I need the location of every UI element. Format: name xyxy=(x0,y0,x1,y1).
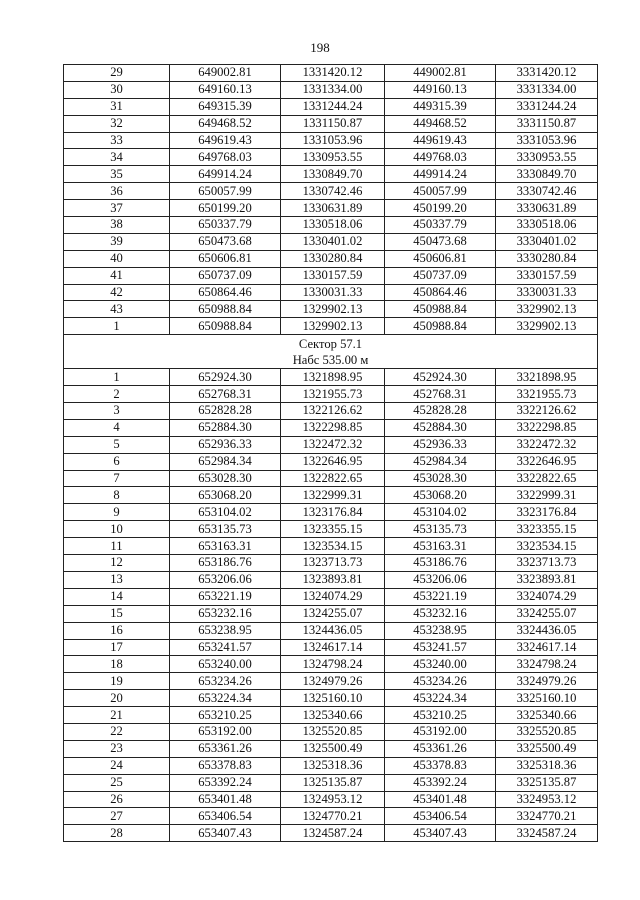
x2-coordinate-cell: 452828.28 xyxy=(385,403,496,420)
y2-coordinate-cell: 3324255.07 xyxy=(496,605,598,622)
table-row xyxy=(64,250,598,267)
x2-coordinate-cell: 450864.46 xyxy=(385,284,496,301)
x2-coordinate-cell: 453163.31 xyxy=(385,538,496,555)
point-number-cell: 38 xyxy=(64,217,170,234)
x-coordinate-cell: 653186.76 xyxy=(170,555,281,572)
y2-coordinate-cell: 3324074.29 xyxy=(496,588,598,605)
y2-coordinate-cell: 3324953.12 xyxy=(496,791,598,808)
point-number-cell: 31 xyxy=(64,98,170,115)
y2-coordinate-cell: 3331244.24 xyxy=(496,98,598,115)
y-coordinate-cell: 1322646.95 xyxy=(281,453,385,470)
table-row xyxy=(64,267,598,284)
y2-coordinate-cell: 3329902.13 xyxy=(496,318,598,335)
x-coordinate-cell: 652984.34 xyxy=(170,453,281,470)
x2-coordinate-cell: 450057.99 xyxy=(385,183,496,200)
x2-coordinate-cell: 453401.48 xyxy=(385,791,496,808)
y2-coordinate-cell: 3330401.02 xyxy=(496,233,598,250)
table-row xyxy=(64,386,598,403)
y-coordinate-cell: 1330157.59 xyxy=(281,267,385,284)
x-coordinate-cell: 650988.84 xyxy=(170,318,281,335)
table-row xyxy=(64,538,598,555)
y2-coordinate-cell: 3323713.73 xyxy=(496,555,598,572)
y-coordinate-cell: 1330953.55 xyxy=(281,149,385,166)
point-number-cell: 30 xyxy=(64,81,170,98)
point-number-cell: 5 xyxy=(64,436,170,453)
x-coordinate-cell: 653028.30 xyxy=(170,470,281,487)
point-number-cell: 8 xyxy=(64,487,170,504)
table-row xyxy=(64,690,598,707)
table-row xyxy=(64,774,598,791)
point-number-cell: 42 xyxy=(64,284,170,301)
y-coordinate-cell: 1322999.31 xyxy=(281,487,385,504)
y-coordinate-cell: 1329902.13 xyxy=(281,301,385,318)
x2-coordinate-cell: 453407.43 xyxy=(385,825,496,842)
table-row xyxy=(64,65,598,82)
coordinates-table-bottom-section xyxy=(64,369,598,842)
y2-coordinate-cell: 3330157.59 xyxy=(496,267,598,284)
x2-coordinate-cell: 453068.20 xyxy=(385,487,496,504)
y-coordinate-cell: 1331150.87 xyxy=(281,115,385,132)
x2-coordinate-cell: 449315.39 xyxy=(385,98,496,115)
x-coordinate-cell: 652936.33 xyxy=(170,436,281,453)
y-coordinate-cell: 1331334.00 xyxy=(281,81,385,98)
point-number-cell: 9 xyxy=(64,504,170,521)
y2-coordinate-cell: 3330631.89 xyxy=(496,200,598,217)
x2-coordinate-cell: 453406.54 xyxy=(385,808,496,825)
x-coordinate-cell: 653406.54 xyxy=(170,808,281,825)
sector-title-row xyxy=(64,335,598,352)
x-coordinate-cell: 653401.48 xyxy=(170,791,281,808)
table-row xyxy=(64,757,598,774)
x-coordinate-cell: 650864.46 xyxy=(170,284,281,301)
table-row xyxy=(64,504,598,521)
y2-coordinate-cell: 3330280.84 xyxy=(496,250,598,267)
x-coordinate-cell: 653192.00 xyxy=(170,723,281,740)
y2-coordinate-cell: 3322999.31 xyxy=(496,487,598,504)
point-number-cell: 4 xyxy=(64,419,170,436)
sector-subtitle-row xyxy=(64,352,598,369)
y2-coordinate-cell: 3331420.12 xyxy=(496,65,598,82)
point-number-cell: 18 xyxy=(64,656,170,673)
x2-coordinate-cell: 450988.84 xyxy=(385,318,496,335)
x2-coordinate-cell: 449619.43 xyxy=(385,132,496,149)
table-row xyxy=(64,673,598,690)
x-coordinate-cell: 653407.43 xyxy=(170,825,281,842)
table-row xyxy=(64,217,598,234)
y-coordinate-cell: 1323893.81 xyxy=(281,571,385,588)
x-coordinate-cell: 653221.19 xyxy=(170,588,281,605)
x-coordinate-cell: 653361.26 xyxy=(170,740,281,757)
y-coordinate-cell: 1325340.66 xyxy=(281,707,385,724)
y-coordinate-cell: 1323713.73 xyxy=(281,555,385,572)
x2-coordinate-cell: 452884.30 xyxy=(385,419,496,436)
y2-coordinate-cell: 3329902.13 xyxy=(496,301,598,318)
point-number-cell: 3 xyxy=(64,403,170,420)
table-row xyxy=(64,555,598,572)
sector-title: Сектор 57.1 xyxy=(64,335,598,352)
x-coordinate-cell: 653210.25 xyxy=(170,707,281,724)
y-coordinate-cell: 1325135.87 xyxy=(281,774,385,791)
x2-coordinate-cell: 449768.03 xyxy=(385,149,496,166)
point-number-cell: 20 xyxy=(64,690,170,707)
x2-coordinate-cell: 450606.81 xyxy=(385,250,496,267)
y-coordinate-cell: 1330849.70 xyxy=(281,166,385,183)
point-number-cell: 41 xyxy=(64,267,170,284)
y-coordinate-cell: 1331420.12 xyxy=(281,65,385,82)
y2-coordinate-cell: 3330518.06 xyxy=(496,217,598,234)
x2-coordinate-cell: 450473.68 xyxy=(385,233,496,250)
point-number-cell: 27 xyxy=(64,808,170,825)
x-coordinate-cell: 653378.83 xyxy=(170,757,281,774)
point-number-cell: 10 xyxy=(64,521,170,538)
y-coordinate-cell: 1330518.06 xyxy=(281,217,385,234)
y2-coordinate-cell: 3324587.24 xyxy=(496,825,598,842)
point-number-cell: 39 xyxy=(64,233,170,250)
y-coordinate-cell: 1323355.15 xyxy=(281,521,385,538)
point-number-cell: 2 xyxy=(64,386,170,403)
y-coordinate-cell: 1323176.84 xyxy=(281,504,385,521)
point-number-cell: 43 xyxy=(64,301,170,318)
y-coordinate-cell: 1329902.13 xyxy=(281,318,385,335)
x2-coordinate-cell: 449468.52 xyxy=(385,115,496,132)
x-coordinate-cell: 650737.09 xyxy=(170,267,281,284)
table-row xyxy=(64,115,598,132)
x2-coordinate-cell: 453206.06 xyxy=(385,571,496,588)
sector-header xyxy=(64,335,598,369)
y2-coordinate-cell: 3322126.62 xyxy=(496,403,598,420)
table-row xyxy=(64,825,598,842)
y2-coordinate-cell: 3325318.36 xyxy=(496,757,598,774)
point-number-cell: 25 xyxy=(64,774,170,791)
point-number-cell: 16 xyxy=(64,622,170,639)
x-coordinate-cell: 649768.03 xyxy=(170,149,281,166)
x-coordinate-cell: 652768.31 xyxy=(170,386,281,403)
y2-coordinate-cell: 3325520.85 xyxy=(496,723,598,740)
table-row xyxy=(64,436,598,453)
x-coordinate-cell: 653104.02 xyxy=(170,504,281,521)
x-coordinate-cell: 653224.34 xyxy=(170,690,281,707)
y-coordinate-cell: 1322298.85 xyxy=(281,419,385,436)
y2-coordinate-cell: 3330849.70 xyxy=(496,166,598,183)
y2-coordinate-cell: 3323176.84 xyxy=(496,504,598,521)
table-row xyxy=(64,403,598,420)
y2-coordinate-cell: 3322298.85 xyxy=(496,419,598,436)
y-coordinate-cell: 1324436.05 xyxy=(281,622,385,639)
y-coordinate-cell: 1330401.02 xyxy=(281,233,385,250)
table-row xyxy=(64,487,598,504)
x2-coordinate-cell: 453210.25 xyxy=(385,707,496,724)
table-row xyxy=(64,132,598,149)
table-row xyxy=(64,183,598,200)
y-coordinate-cell: 1324074.29 xyxy=(281,588,385,605)
table-row xyxy=(64,233,598,250)
y-coordinate-cell: 1330280.84 xyxy=(281,250,385,267)
y2-coordinate-cell: 3323355.15 xyxy=(496,521,598,538)
point-number-cell: 34 xyxy=(64,149,170,166)
y-coordinate-cell: 1330742.46 xyxy=(281,183,385,200)
x-coordinate-cell: 649914.24 xyxy=(170,166,281,183)
x2-coordinate-cell: 450988.84 xyxy=(385,301,496,318)
y2-coordinate-cell: 3331053.96 xyxy=(496,132,598,149)
table-row xyxy=(64,470,598,487)
x2-coordinate-cell: 453234.26 xyxy=(385,673,496,690)
x2-coordinate-cell: 452936.33 xyxy=(385,436,496,453)
point-number-cell: 1 xyxy=(64,318,170,335)
x2-coordinate-cell: 453104.02 xyxy=(385,504,496,521)
y2-coordinate-cell: 3321898.95 xyxy=(496,369,598,386)
y2-coordinate-cell: 3331150.87 xyxy=(496,115,598,132)
sector-subtitle: Набс 535.00 м xyxy=(64,352,598,369)
coordinates-table xyxy=(63,64,598,842)
x-coordinate-cell: 650988.84 xyxy=(170,301,281,318)
y2-coordinate-cell: 3325500.49 xyxy=(496,740,598,757)
y-coordinate-cell: 1324770.21 xyxy=(281,808,385,825)
point-number-cell: 23 xyxy=(64,740,170,757)
point-number-cell: 36 xyxy=(64,183,170,200)
y-coordinate-cell: 1325500.49 xyxy=(281,740,385,757)
table-row xyxy=(64,521,598,538)
table-row xyxy=(64,166,598,183)
point-number-cell: 15 xyxy=(64,605,170,622)
point-number-cell: 22 xyxy=(64,723,170,740)
x-coordinate-cell: 653392.24 xyxy=(170,774,281,791)
y-coordinate-cell: 1324255.07 xyxy=(281,605,385,622)
page-number: 198 xyxy=(310,40,330,55)
point-number-cell: 12 xyxy=(64,555,170,572)
table-row xyxy=(64,808,598,825)
x-coordinate-cell: 649619.43 xyxy=(170,132,281,149)
point-number-cell: 33 xyxy=(64,132,170,149)
point-number-cell: 26 xyxy=(64,791,170,808)
y2-coordinate-cell: 3330953.55 xyxy=(496,149,598,166)
point-number-cell: 19 xyxy=(64,673,170,690)
point-number-cell: 35 xyxy=(64,166,170,183)
y-coordinate-cell: 1322472.32 xyxy=(281,436,385,453)
table-row xyxy=(64,588,598,605)
table-row xyxy=(64,622,598,639)
table-row xyxy=(64,723,598,740)
table-row xyxy=(64,740,598,757)
x-coordinate-cell: 653241.57 xyxy=(170,639,281,656)
x2-coordinate-cell: 453392.24 xyxy=(385,774,496,791)
x2-coordinate-cell: 453232.16 xyxy=(385,605,496,622)
table-row xyxy=(64,200,598,217)
y2-coordinate-cell: 3323534.15 xyxy=(496,538,598,555)
y2-coordinate-cell: 3330031.33 xyxy=(496,284,598,301)
x2-coordinate-cell: 452768.31 xyxy=(385,386,496,403)
x2-coordinate-cell: 453224.34 xyxy=(385,690,496,707)
table-row xyxy=(64,791,598,808)
point-number-cell: 1 xyxy=(64,369,170,386)
table-row xyxy=(64,318,598,335)
y-coordinate-cell: 1321898.95 xyxy=(281,369,385,386)
table-row xyxy=(64,369,598,386)
x2-coordinate-cell: 453240.00 xyxy=(385,656,496,673)
x-coordinate-cell: 653206.06 xyxy=(170,571,281,588)
x-coordinate-cell: 650337.79 xyxy=(170,217,281,234)
x-coordinate-cell: 653240.00 xyxy=(170,656,281,673)
y2-coordinate-cell: 3322646.95 xyxy=(496,453,598,470)
x2-coordinate-cell: 453028.30 xyxy=(385,470,496,487)
x-coordinate-cell: 653068.20 xyxy=(170,487,281,504)
y2-coordinate-cell: 3324770.21 xyxy=(496,808,598,825)
x-coordinate-cell: 650473.68 xyxy=(170,233,281,250)
x-coordinate-cell: 649468.52 xyxy=(170,115,281,132)
table-row xyxy=(64,301,598,318)
table-row xyxy=(64,149,598,166)
x2-coordinate-cell: 453192.00 xyxy=(385,723,496,740)
y-coordinate-cell: 1325160.10 xyxy=(281,690,385,707)
y2-coordinate-cell: 3325160.10 xyxy=(496,690,598,707)
x-coordinate-cell: 652884.30 xyxy=(170,419,281,436)
y2-coordinate-cell: 3324798.24 xyxy=(496,656,598,673)
x-coordinate-cell: 653238.95 xyxy=(170,622,281,639)
y-coordinate-cell: 1331053.96 xyxy=(281,132,385,149)
x2-coordinate-cell: 453186.76 xyxy=(385,555,496,572)
x2-coordinate-cell: 449002.81 xyxy=(385,65,496,82)
y-coordinate-cell: 1321955.73 xyxy=(281,386,385,403)
y2-coordinate-cell: 3322822.65 xyxy=(496,470,598,487)
x2-coordinate-cell: 450737.09 xyxy=(385,267,496,284)
x2-coordinate-cell: 449160.13 xyxy=(385,81,496,98)
x2-coordinate-cell: 449914.24 xyxy=(385,166,496,183)
y-coordinate-cell: 1324587.24 xyxy=(281,825,385,842)
x-coordinate-cell: 649160.13 xyxy=(170,81,281,98)
table-row xyxy=(64,98,598,115)
point-number-cell: 40 xyxy=(64,250,170,267)
x2-coordinate-cell: 453241.57 xyxy=(385,639,496,656)
point-number-cell: 7 xyxy=(64,470,170,487)
y-coordinate-cell: 1324617.14 xyxy=(281,639,385,656)
point-number-cell: 14 xyxy=(64,588,170,605)
point-number-cell: 21 xyxy=(64,707,170,724)
x2-coordinate-cell: 453221.19 xyxy=(385,588,496,605)
x-coordinate-cell: 653234.26 xyxy=(170,673,281,690)
y2-coordinate-cell: 3321955.73 xyxy=(496,386,598,403)
x-coordinate-cell: 650057.99 xyxy=(170,183,281,200)
x-coordinate-cell: 650199.20 xyxy=(170,200,281,217)
x2-coordinate-cell: 453378.83 xyxy=(385,757,496,774)
table-row xyxy=(64,284,598,301)
point-number-cell: 6 xyxy=(64,453,170,470)
y-coordinate-cell: 1324979.26 xyxy=(281,673,385,690)
y2-coordinate-cell: 3325135.87 xyxy=(496,774,598,791)
y-coordinate-cell: 1322822.65 xyxy=(281,470,385,487)
point-number-cell: 11 xyxy=(64,538,170,555)
y-coordinate-cell: 1325520.85 xyxy=(281,723,385,740)
y-coordinate-cell: 1324953.12 xyxy=(281,791,385,808)
y-coordinate-cell: 1324798.24 xyxy=(281,656,385,673)
table-row xyxy=(64,656,598,673)
y-coordinate-cell: 1325318.36 xyxy=(281,757,385,774)
y2-coordinate-cell: 3330742.46 xyxy=(496,183,598,200)
y2-coordinate-cell: 3322472.32 xyxy=(496,436,598,453)
y2-coordinate-cell: 3324979.26 xyxy=(496,673,598,690)
point-number-cell: 28 xyxy=(64,825,170,842)
point-number-cell: 32 xyxy=(64,115,170,132)
y2-coordinate-cell: 3331334.00 xyxy=(496,81,598,98)
point-number-cell: 13 xyxy=(64,571,170,588)
x2-coordinate-cell: 452984.34 xyxy=(385,453,496,470)
table-row xyxy=(64,639,598,656)
y2-coordinate-cell: 3324436.05 xyxy=(496,622,598,639)
x-coordinate-cell: 650606.81 xyxy=(170,250,281,267)
x-coordinate-cell: 653232.16 xyxy=(170,605,281,622)
point-number-cell: 24 xyxy=(64,757,170,774)
x2-coordinate-cell: 450337.79 xyxy=(385,217,496,234)
y-coordinate-cell: 1323534.15 xyxy=(281,538,385,555)
point-number-cell: 29 xyxy=(64,65,170,82)
y2-coordinate-cell: 3323893.81 xyxy=(496,571,598,588)
coordinates-table-top-section xyxy=(64,65,598,335)
y-coordinate-cell: 1330031.33 xyxy=(281,284,385,301)
table-row xyxy=(64,571,598,588)
x-coordinate-cell: 653163.31 xyxy=(170,538,281,555)
table-row xyxy=(64,419,598,436)
table-row xyxy=(64,605,598,622)
x2-coordinate-cell: 453135.73 xyxy=(385,521,496,538)
y-coordinate-cell: 1331244.24 xyxy=(281,98,385,115)
y-coordinate-cell: 1322126.62 xyxy=(281,403,385,420)
x2-coordinate-cell: 453361.26 xyxy=(385,740,496,757)
y2-coordinate-cell: 3324617.14 xyxy=(496,639,598,656)
x-coordinate-cell: 652828.28 xyxy=(170,403,281,420)
x2-coordinate-cell: 453238.95 xyxy=(385,622,496,639)
x-coordinate-cell: 652924.30 xyxy=(170,369,281,386)
table-row xyxy=(64,81,598,98)
x-coordinate-cell: 653135.73 xyxy=(170,521,281,538)
y-coordinate-cell: 1330631.89 xyxy=(281,200,385,217)
point-number-cell: 37 xyxy=(64,200,170,217)
point-number-cell: 17 xyxy=(64,639,170,656)
x-coordinate-cell: 649315.39 xyxy=(170,98,281,115)
x2-coordinate-cell: 450199.20 xyxy=(385,200,496,217)
x-coordinate-cell: 649002.81 xyxy=(170,65,281,82)
table-row xyxy=(64,707,598,724)
x2-coordinate-cell: 452924.30 xyxy=(385,369,496,386)
table-row xyxy=(64,453,598,470)
y2-coordinate-cell: 3325340.66 xyxy=(496,707,598,724)
